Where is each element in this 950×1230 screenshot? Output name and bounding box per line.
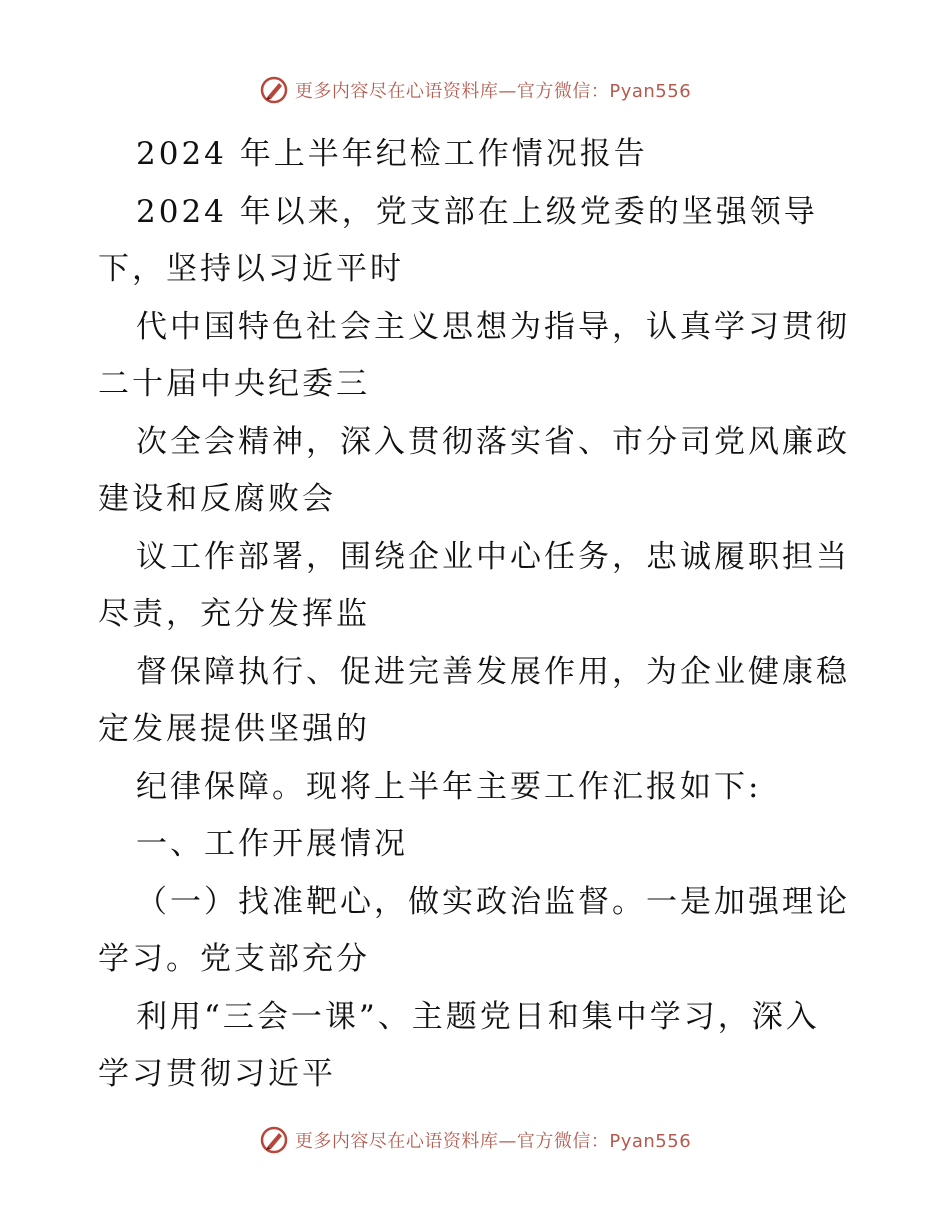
text-line: 代中国特色社会主义思想为指导，认真学习贯彻 bbox=[136, 308, 850, 345]
pen-logo-icon bbox=[259, 1125, 289, 1155]
text-line: 学习贯彻习近平 bbox=[98, 1056, 336, 1092]
text-line: 督保障执行、促进完善发展作用，为企业健康稳 bbox=[136, 653, 850, 690]
footer-watermark bbox=[0, 1120, 950, 1160]
text-line: 学习。党支部充分 bbox=[98, 941, 370, 977]
text-line: 下，坚持以习近平时 bbox=[98, 251, 404, 287]
text-line: （一）找准靶心，做实政治监督。一是加强理论 bbox=[136, 883, 850, 920]
header-watermark bbox=[0, 70, 950, 110]
text-line: 尽责，充分发挥监 bbox=[98, 596, 370, 632]
pen-logo-icon bbox=[259, 75, 289, 105]
document-title: 2024 年上半年纪检工作情况报告 bbox=[136, 136, 648, 172]
text-line: 2024 年以来，党支部在上级党委的坚强领导 bbox=[136, 193, 818, 230]
text-line: 次全会精神，深入贯彻落实省、市分司党风廉政 bbox=[136, 423, 850, 460]
text-line: 纪律保障。现将上半年主要工作汇报如下: bbox=[136, 768, 762, 805]
document-body bbox=[98, 126, 858, 1104]
watermark-text: 更多内容尽在心语资料库—官方微信：Pyan556 bbox=[294, 1131, 692, 1152]
text-line: 一、工作开展情况 bbox=[136, 826, 408, 862]
text-line: 定发展提供坚强的 bbox=[98, 711, 370, 747]
text-line: 建设和反腐败会 bbox=[98, 481, 336, 517]
text-line: 利用“三会一课”、主题党日和集中学习，深入 bbox=[136, 998, 820, 1035]
text-line: 议工作部署，围绕企业中心任务，忠诚履职担当 bbox=[136, 538, 850, 575]
text-line: 二十届中央纪委三 bbox=[98, 366, 370, 402]
watermark-text: 更多内容尽在心语资料库—官方微信：Pyan556 bbox=[294, 81, 692, 102]
